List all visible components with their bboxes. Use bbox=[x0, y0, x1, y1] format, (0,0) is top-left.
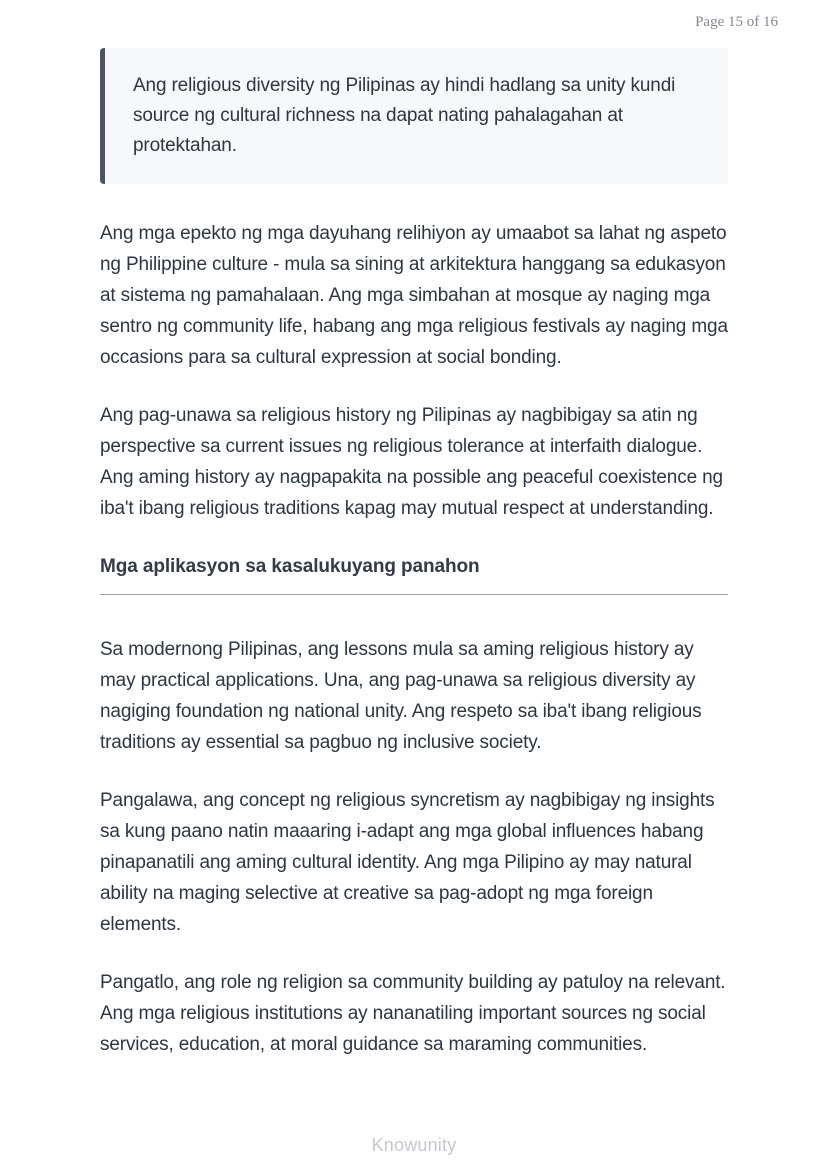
paragraph-community-building: Pangatlo, ang role ng religion sa community building ay patuloy na relevant. Ang mga religious institutions ay nananatiling important sources ng social services, education, at moral guidance sa maraming communities. bbox=[100, 972, 726, 1055]
paragraph-modern-applications: Sa modernong Pilipinas, ang lessons mula sa aming religious history ay may practical applications. Una, ang pag-unawa sa religious diversity ay nagiging foundation ng national unity. Ang respeto sa iba't ibang religious traditions ay essential sa pagbuo ng inclusive society. bbox=[100, 639, 702, 753]
paragraph-religious-syncretism: Pangalawa, ang concept ng religious syncretism ay nagbibigay ng insights sa kung paano natin maaaring i-adapt ang mga global influences habang pinapanatili ang aming cultural identity. Ang mga Pilipino ay may natural ability na maging selective at creative sa pag-adopt ng mga foreign elements. bbox=[100, 790, 715, 935]
quote-block bbox=[100, 48, 728, 184]
section-heading: Mga aplikasyon sa kasalukuyang panahon bbox=[100, 556, 480, 577]
page-indicator: Page 15 of 16 bbox=[695, 14, 778, 30]
heading-divider bbox=[100, 594, 728, 595]
page-content bbox=[100, 48, 728, 1087]
paragraph-religious-history-understanding: Ang pag-unawa sa religious history ng Pilipinas ay nagbibigay sa atin ng perspective sa current issues ng religious tolerance at interfaith dialogue. Ang aming history ay nagpapakita na possible ang peaceful coexistence ng iba't ibang religious traditions kapag may mutual respect at understanding. bbox=[100, 405, 723, 519]
paragraph-foreign-religion-effects: Ang mga epekto ng mga dayuhang relihiyon ay umaabot sa lahat ng aspeto ng Philippine culture - mula sa sining at arkitektura hanggang sa edukasyon at sistema ng pamahalaan. Ang mga simbahan at mosque ay naging mga sentro ng community life, habang ang mga religious festivals ay naging mga occasions para sa cultural expression at social bonding. bbox=[100, 223, 728, 368]
quote-text: Ang religious diversity ng Pilipinas ay hindi hadlang sa unity kundi source ng cultural richness na dapat nating pahalagahan at protektahan. bbox=[133, 75, 676, 156]
watermark: Knowunity bbox=[371, 1135, 457, 1155]
